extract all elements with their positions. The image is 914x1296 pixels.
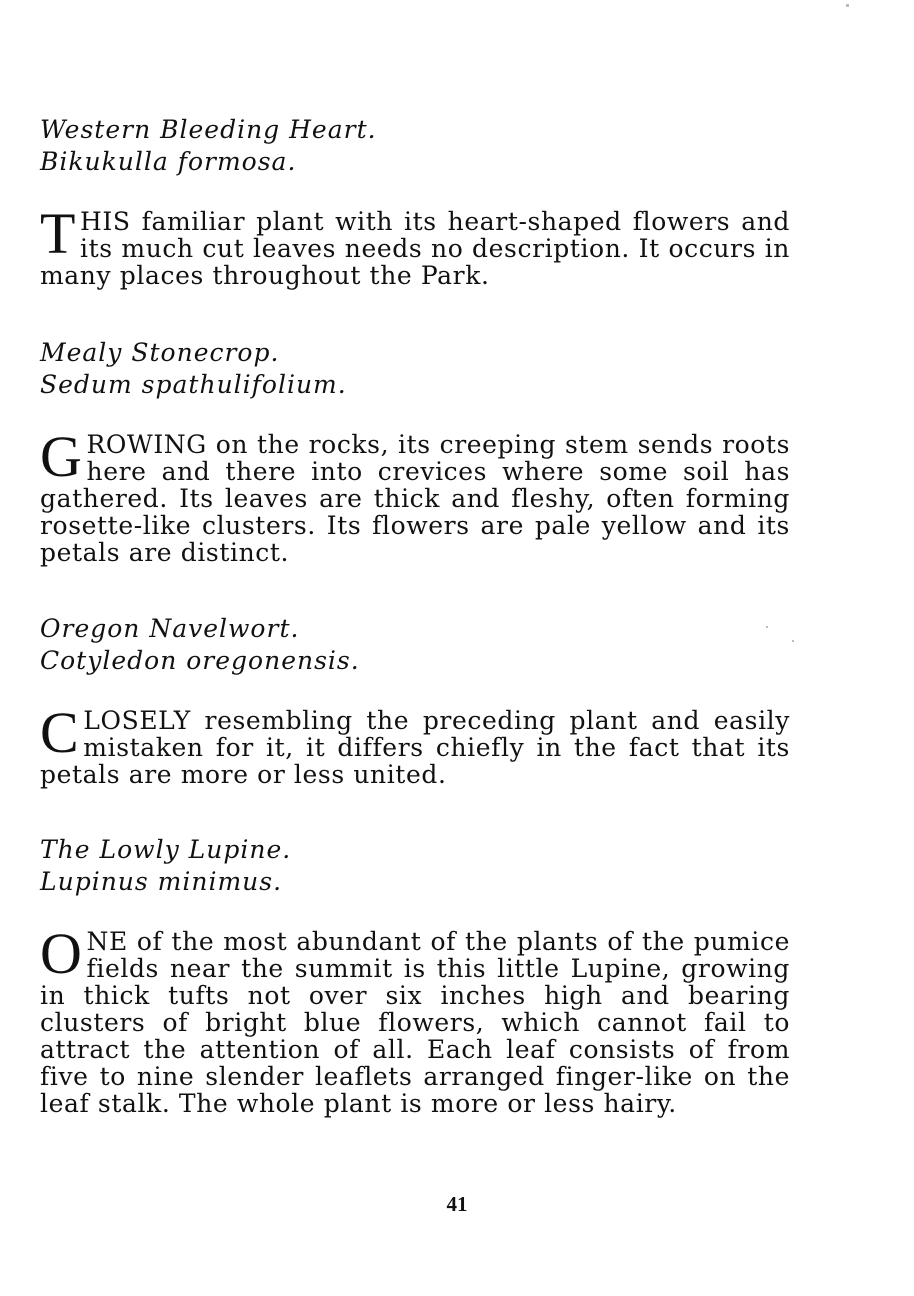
plant-description — [40, 424, 790, 567]
plant-entry — [40, 337, 790, 566]
page-number: 41 — [446, 1192, 468, 1216]
description-text: ROWING on the rocks, its creeping stem sends roots here and there into crevices where some soil has gathered. Its leaves are thick and fleshy, often forming rosette-like clusters. Its flowers are pale yellow and its petals are distinct. — [40, 430, 790, 567]
plant-description — [40, 700, 790, 789]
paper-speck — [846, 4, 849, 7]
plant-entry — [40, 834, 790, 1117]
drop-cap: G — [40, 424, 83, 489]
latin-name: Lupinus minimus. — [40, 867, 283, 896]
description-text: LOSELY resembling the preceding plant and easily mistaken for it, it differs chiefly in the fact that its petals are more or less united. — [40, 706, 790, 789]
common-name: The Lowly Lupine. — [40, 835, 292, 864]
description-text: HIS familiar plant with its heart-shaped flowers and its much cut leaves needs no description. It occurs in many places throughout the Park. — [40, 207, 790, 290]
plant-entry — [40, 114, 790, 289]
latin-name: Bikukulla formosa. — [40, 147, 297, 176]
description-text: NE of the most abundant of the plants of the pumice fields near the summit is this little Lupine, growing in thick tufts not over six inches high and bearing clusters of bright blue flowers, which cannot fail to attract the attention of all. Each leaf consists of from five to nine slender leaflets arranged finger-like on the leaf stalk. The whole plant is more or less hairy. — [40, 927, 790, 1118]
plant-entry — [40, 613, 790, 788]
plant-description — [40, 201, 790, 290]
common-name: Mealy Stonecrop. — [40, 338, 280, 367]
paper-speck — [792, 640, 794, 642]
drop-cap: O — [40, 921, 83, 986]
latin-name: Sedum spathulifolium. — [40, 370, 347, 399]
latin-name: Cotyledon oregonensis. — [40, 646, 360, 675]
common-name: Western Bleeding Heart. — [40, 115, 377, 144]
drop-cap: C — [40, 700, 80, 765]
drop-cap: T — [40, 201, 77, 266]
common-name: Oregon Navelwort. — [40, 614, 300, 643]
plant-description — [40, 921, 790, 1118]
